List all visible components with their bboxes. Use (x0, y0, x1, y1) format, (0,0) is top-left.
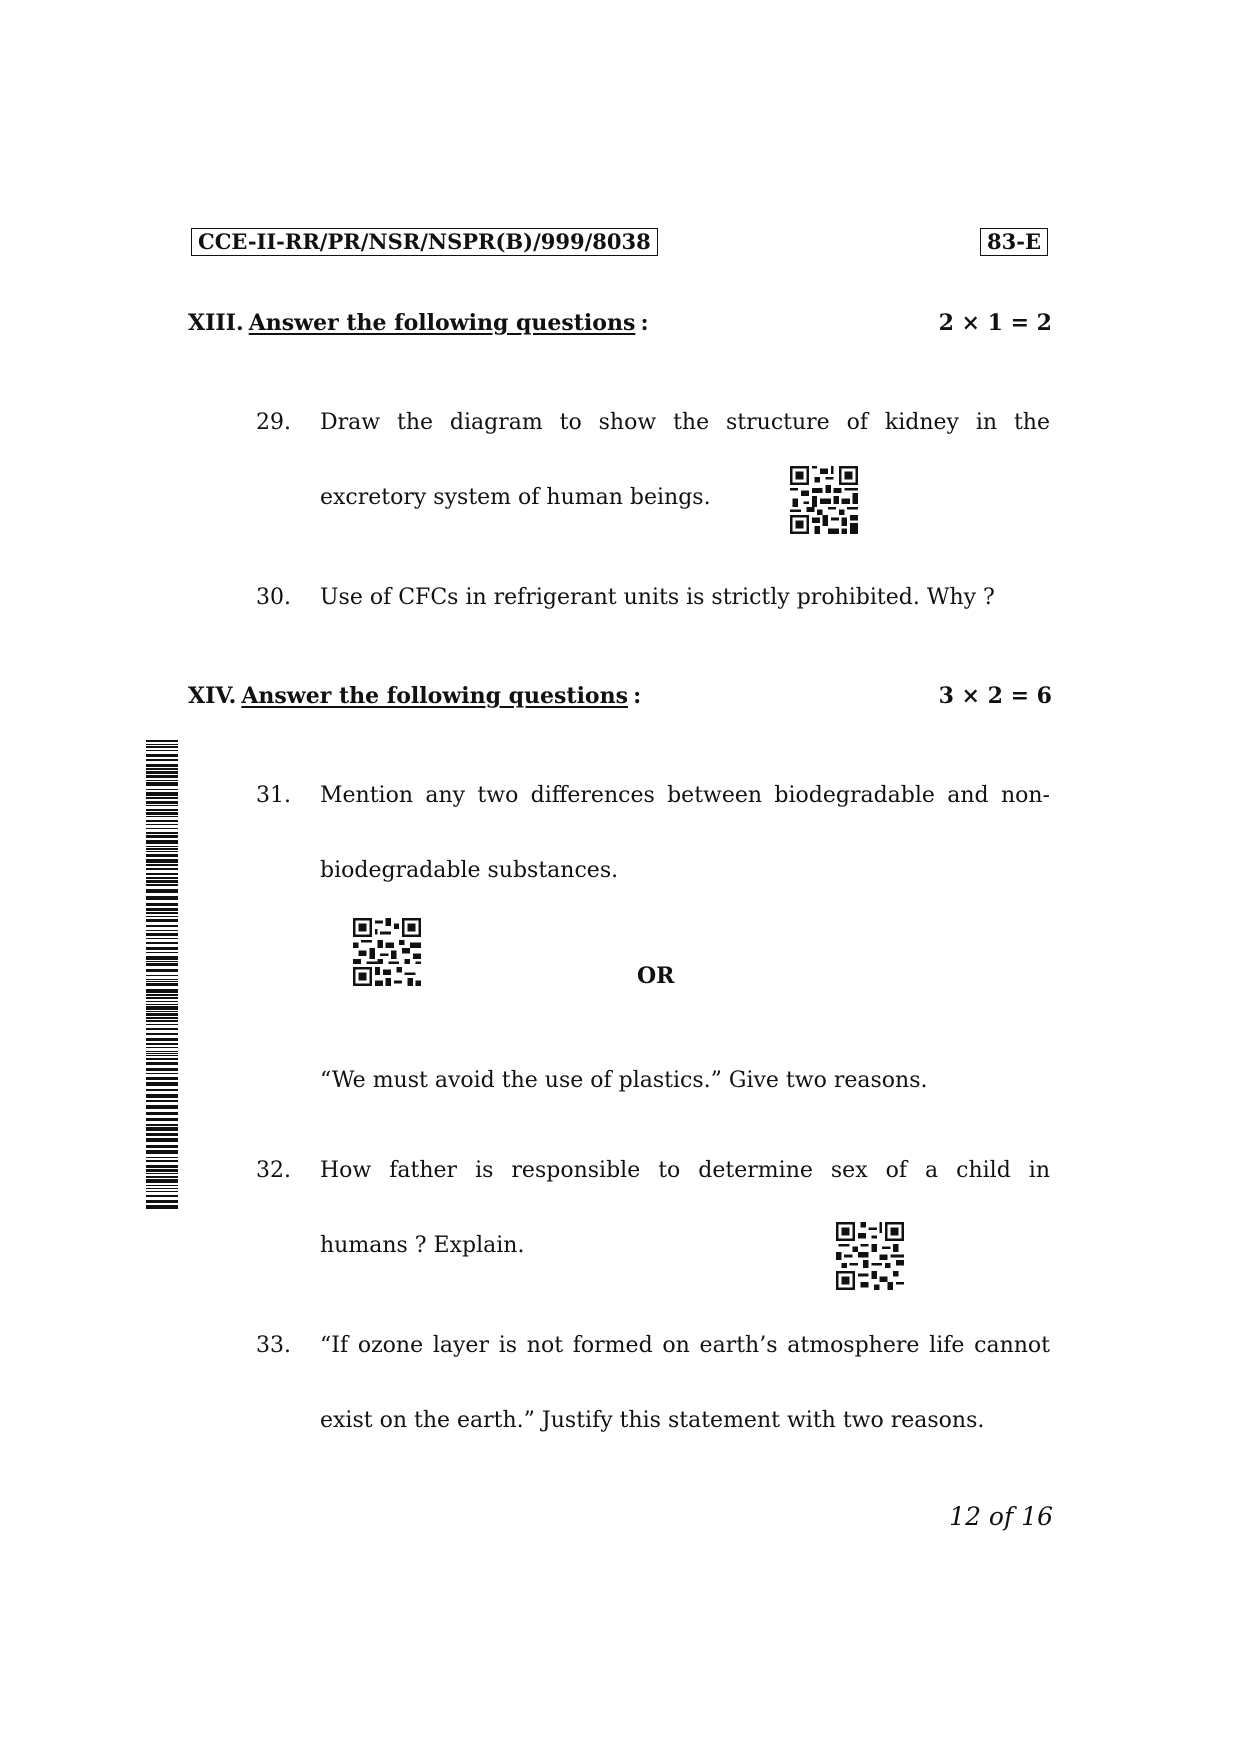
section-title: Answer the following questions (241, 683, 628, 709)
question-30-line-1: Use of CFCs in refrigerant units is strictly prohibited. Why ? (320, 585, 995, 610)
section-colon: : (640, 310, 649, 336)
question-29-line-1: Draw the diagram to show the structure of kidney in the (320, 410, 1050, 435)
question-number-33: 33. (256, 1333, 291, 1358)
question-32-line-2: humans ? Explain. (320, 1233, 525, 1258)
question-33-line-2: exist on the earth.” Justify this statement with two reasons. (320, 1408, 985, 1433)
question-number-31: 31. (256, 783, 291, 808)
barcode-icon (146, 740, 178, 1210)
section-number: XIII. (188, 310, 244, 336)
section-number: XIV. (188, 683, 237, 709)
question-number-30: 30. (256, 585, 291, 610)
page-number: 12 of 16 (949, 1502, 1053, 1531)
section-heading-xiii (188, 310, 649, 336)
paper-number-box (980, 228, 1048, 256)
qr-code-icon (790, 466, 858, 534)
or-label: OR (637, 963, 675, 989)
question-33-line-1: “If ozone layer is not formed on earth’s atmosphere life cannot (320, 1333, 1050, 1358)
paper-code: CCE-II-RR/PR/NSR/NSPR(B)/999/8038 (198, 229, 651, 254)
section-marks: 3 × 2 = 6 (938, 683, 1052, 709)
qr-code-icon (836, 1222, 904, 1290)
question-31-alternative: “We must avoid the use of plastics.” Give two reasons. (320, 1068, 928, 1093)
section-heading-xiv (188, 683, 641, 709)
question-31-line-2: biodegradable substances. (320, 858, 619, 883)
section-marks: 2 × 1 = 2 (938, 310, 1052, 336)
question-number-32: 32. (256, 1158, 291, 1183)
qr-code-icon (353, 918, 421, 986)
section-colon: : (633, 683, 642, 709)
section-title: Answer the following questions (248, 310, 636, 336)
question-number-29: 29. (256, 410, 291, 435)
paper-code-box (191, 228, 658, 256)
paper-number: 83-E (987, 229, 1041, 254)
question-29-line-2: excretory system of human beings. (320, 485, 711, 510)
question-31-line-1: Mention any two differences between biodegradable and non- (320, 783, 1050, 808)
question-32-line-1: How father is responsible to determine sex of a child in (320, 1158, 1050, 1183)
